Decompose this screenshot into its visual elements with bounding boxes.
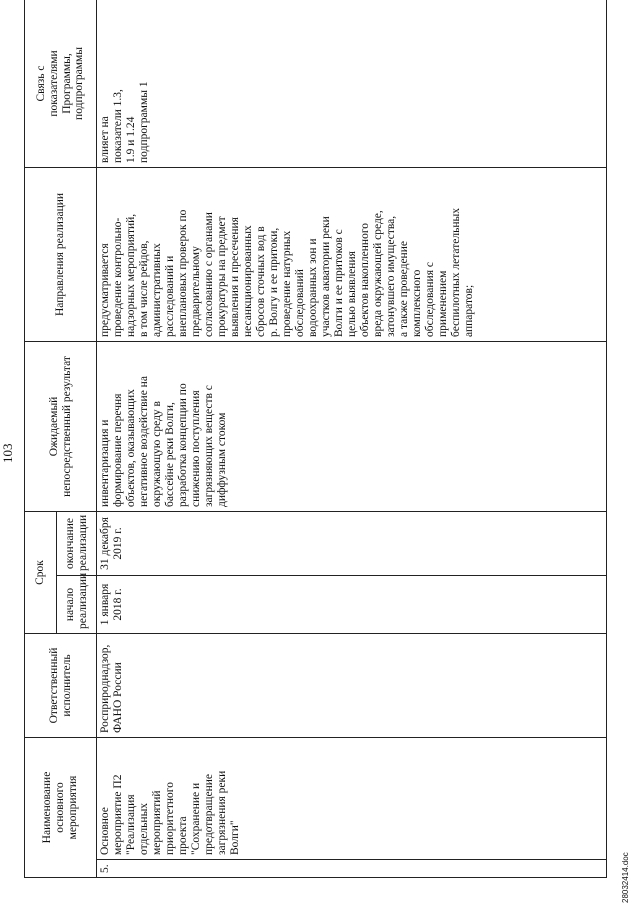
document-code: 28032414.doc: [621, 852, 630, 903]
header-directions: Направления реализации: [25, 167, 97, 341]
header-link: Связь с показателями Программы, подпрограммы: [25, 0, 97, 167]
row-number: 5.: [97, 860, 607, 878]
row-link: влияет на показатели 1.3, 1.9 и 1.24 подпрограммы 1: [97, 0, 607, 167]
row-start: 1 января 2018 г.: [97, 576, 607, 634]
header-start: начало реализации: [57, 576, 97, 634]
table-row: [97, 0, 607, 878]
header-responsible: Ответственный исполнитель: [25, 634, 97, 738]
row-name: Основное мероприятие П2 "Реализация отдельных мероприятий приоритетного проекта "Сохранение и предотвращение загрязнения реки Волги": [97, 738, 607, 860]
header-result: Ожидаемый непосредственный результат: [25, 341, 97, 511]
row-responsible: Росприроднадзор, ФАНО России: [97, 634, 607, 738]
header-term: Срок: [25, 511, 57, 633]
row-result: инвентаризация и формирование перечня объектов, оказывающих негативное воздействие на окружающую среду в бассейне реки Волги, разработка концепции по снижению поступления загрязняющих веществ с диффузным стоком: [97, 341, 607, 511]
header-name: Наименование основного мероприятия: [25, 738, 97, 878]
row-end: 31 декабря 2019 г.: [97, 511, 607, 575]
row-directions: предусматривается проведение контрольно- надзорных мероприятий, в том числе рейдов, административных расследований и внеплановых проверок по предварительному согласованию с органами прокуратуры на предмет выявления и пресечения несанкционированных сбросов сточных вод в р. Волгу и ее притоки, проведение натурных обследований водоохранных зон и участков акватории реки Волги и ее притоков с целью выявления объектов накопленного вреда окружающей среде, затонувшего имущества, а также проведение комплексного обследования с применением беспилотных летательных аппаратов;: [97, 167, 607, 341]
header-end: окончание реализации: [57, 511, 97, 575]
header-row: [25, 0, 57, 878]
page-number: 103: [0, 443, 15, 463]
activity-table: [24, 0, 607, 878]
